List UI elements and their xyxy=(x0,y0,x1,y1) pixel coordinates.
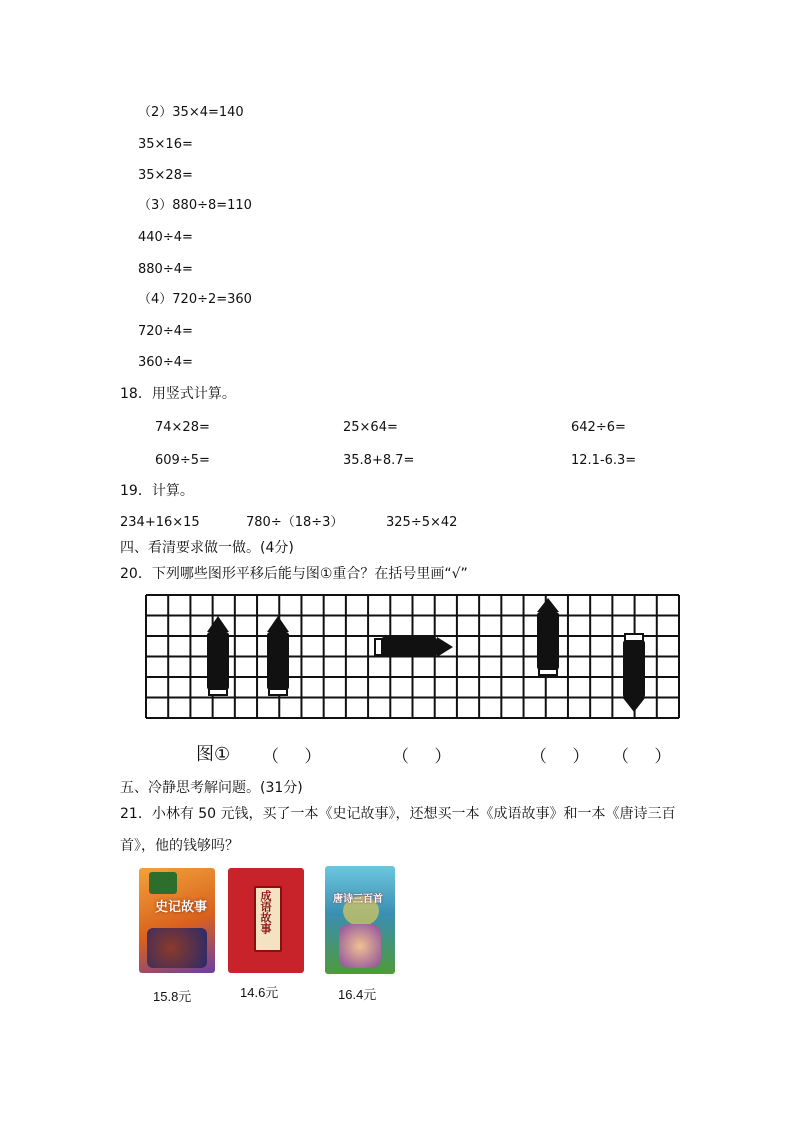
pencil-icon xyxy=(623,634,645,712)
answer-paren[interactable]: （ ） xyxy=(392,747,462,767)
q18-item: 25×64= xyxy=(343,420,398,435)
q18-item: 35.8+8.7= xyxy=(343,453,415,468)
q17-part4-b: 360÷4= xyxy=(138,355,193,370)
q17-part2-given: （2）35×4=140 xyxy=(138,105,244,120)
book-price: 16.4元 xyxy=(338,987,377,1002)
pencil-icon xyxy=(537,598,559,675)
q21-line1: 21．小林有 50 元钱，买了一本《史记故事》，还想买一本《成语故事》和一本《唐诗三百 xyxy=(120,806,676,822)
figure-1-label: 图① xyxy=(196,744,231,765)
q19-item: 325÷5×42 xyxy=(386,515,458,530)
book-title: 史记故事 xyxy=(155,900,208,915)
q18-item: 74×28= xyxy=(155,420,210,435)
answer-paren[interactable]: （ ） xyxy=(262,747,332,767)
q17-part3-a: 440÷4= xyxy=(138,230,193,245)
q17-part4-given: （4）720÷2=360 xyxy=(138,292,252,307)
q18-item: 642÷6= xyxy=(571,420,626,435)
q17-part4-a: 720÷4= xyxy=(138,324,193,339)
answer-paren[interactable]: （ ） xyxy=(612,747,682,767)
book-price: 14.6元 xyxy=(240,985,279,1000)
q17-part3-b: 880÷4= xyxy=(138,262,193,277)
pencil-icon xyxy=(207,616,229,695)
pencil-grid-figure xyxy=(145,594,681,720)
book-title: 成语故事 xyxy=(259,890,272,934)
section5-title: 五、冷静思考解问题。(31分) xyxy=(120,780,303,796)
q19-item: 234+16×15 xyxy=(120,515,200,530)
section4-title: 四、看清要求做一做。(4分) xyxy=(120,540,294,556)
q18-item: 12.1-6.3= xyxy=(571,453,637,468)
q18-title: 18．用竖式计算。 xyxy=(120,386,236,402)
book-cover-chengyu xyxy=(228,868,304,973)
q17-part2-b: 35×28= xyxy=(138,168,193,183)
pencil-icon xyxy=(267,616,289,695)
q19-title: 19．计算。 xyxy=(120,483,194,499)
book-cover-shiji xyxy=(139,868,215,973)
q20-title: 20．下列哪些图形平移后能与图①重合？在括号里画“√” xyxy=(120,566,468,582)
pencil-icon xyxy=(375,637,453,657)
q17-part2-a: 35×16= xyxy=(138,137,193,152)
answer-paren[interactable]: （ ） xyxy=(530,747,600,767)
q17-part3-given: （3）880÷8=110 xyxy=(138,198,252,213)
q18-item: 609÷5= xyxy=(155,453,210,468)
book-title: 唐诗三百首 xyxy=(333,894,383,905)
q21-line2: 首》，他的钱够吗？ xyxy=(120,838,239,854)
book-price: 15.8元 xyxy=(153,989,192,1004)
book-cover-tangshi xyxy=(325,866,395,974)
q19-item: 780÷（18÷3） xyxy=(246,515,344,530)
